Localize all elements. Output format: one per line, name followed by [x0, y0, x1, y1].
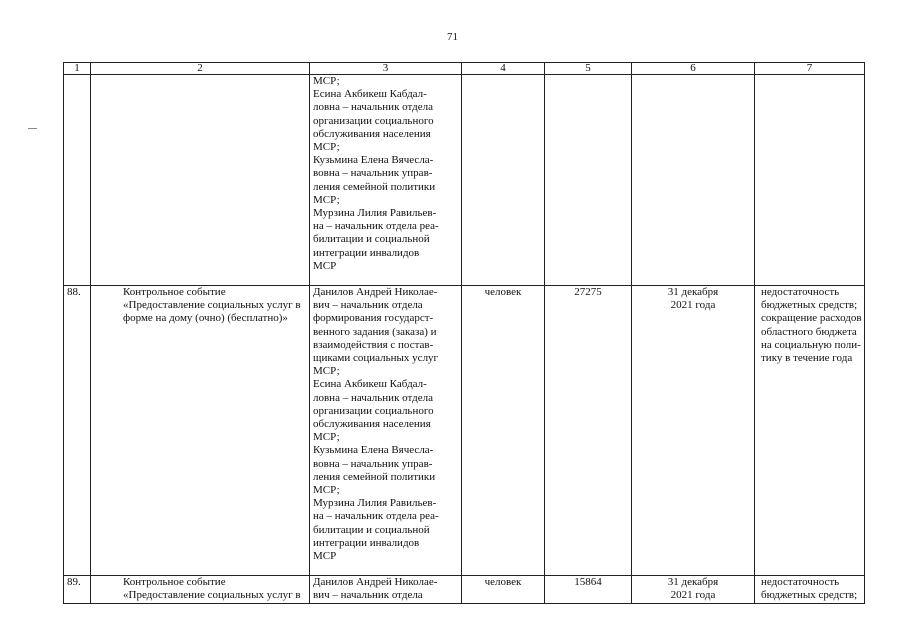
cell-responsible: МСР; Есина Акбикеш Кабдал- ловна – начальник отдела организации социального обслуживания населения МСР; Кузьмина Елена Вячесла- вовна – начальник управ- ления семейной политики МСР; Мурзина Лилия Равильев- на – начальник отдела реа- билитации и социальной интеграции инвалидов МСР: [310, 75, 462, 286]
col-header: 3: [310, 63, 462, 75]
cell-name: Контрольное событие «Предоставление социальных услуг в форме на дому (очно) (бесплатно)»: [91, 286, 310, 576]
cell-note: недостаточность бюджетных средств;: [755, 576, 865, 604]
cell-value: [545, 75, 632, 286]
cell-unit: [462, 75, 545, 286]
col-header: 1: [64, 63, 91, 75]
cell-note: [755, 75, 865, 286]
cell-value: 15864: [545, 576, 632, 604]
cell-responsible: Данилов Андрей Николае- вич – начальник отдела формирования государст- венного задания (заказа) и взаимодействия с постав- щиками социальных услуг МСР; Есина Акбикеш Кабдал- ловна – начальник отдела организации социального обслуживания населения МСР; Кузьмина Елена Вячесла- вовна – начальник управ- ления семейной политики МСР; Мурзина Лилия Равильев- на – начальник отдела реа- билитации и социальной интеграции инвалидов МСР: [310, 286, 462, 576]
cell-num: 88.: [64, 286, 91, 576]
col-header: 5: [545, 63, 632, 75]
cell-responsible: Данилов Андрей Николае- вич – начальник отдела: [310, 576, 462, 604]
col-header: 2: [91, 63, 310, 75]
page-number: 71: [447, 31, 458, 43]
margin-mark: [28, 128, 37, 129]
cell-name: [91, 75, 310, 286]
table-row: [64, 576, 865, 604]
cell-num: [64, 75, 91, 286]
table-row: [64, 75, 865, 286]
cell-date: 31 декабря 2021 года: [632, 286, 755, 576]
cell-unit: человек: [462, 286, 545, 576]
cell-name: Контрольное событие «Предоставление социальных услуг в: [91, 576, 310, 604]
header-row: [64, 63, 865, 75]
data-table: [63, 62, 865, 604]
cell-date: 31 декабря 2021 года: [632, 576, 755, 604]
cell-value: 27275: [545, 286, 632, 576]
col-header: 6: [632, 63, 755, 75]
cell-date: [632, 75, 755, 286]
col-header: 7: [755, 63, 865, 75]
cell-num: 89.: [64, 576, 91, 604]
col-header: 4: [462, 63, 545, 75]
table-row: [64, 286, 865, 576]
cell-note: недостаточность бюджетных средств; сокращение расходов областного бюджета на социальную поли- тику в течение года: [755, 286, 865, 576]
cell-unit: человек: [462, 576, 545, 604]
